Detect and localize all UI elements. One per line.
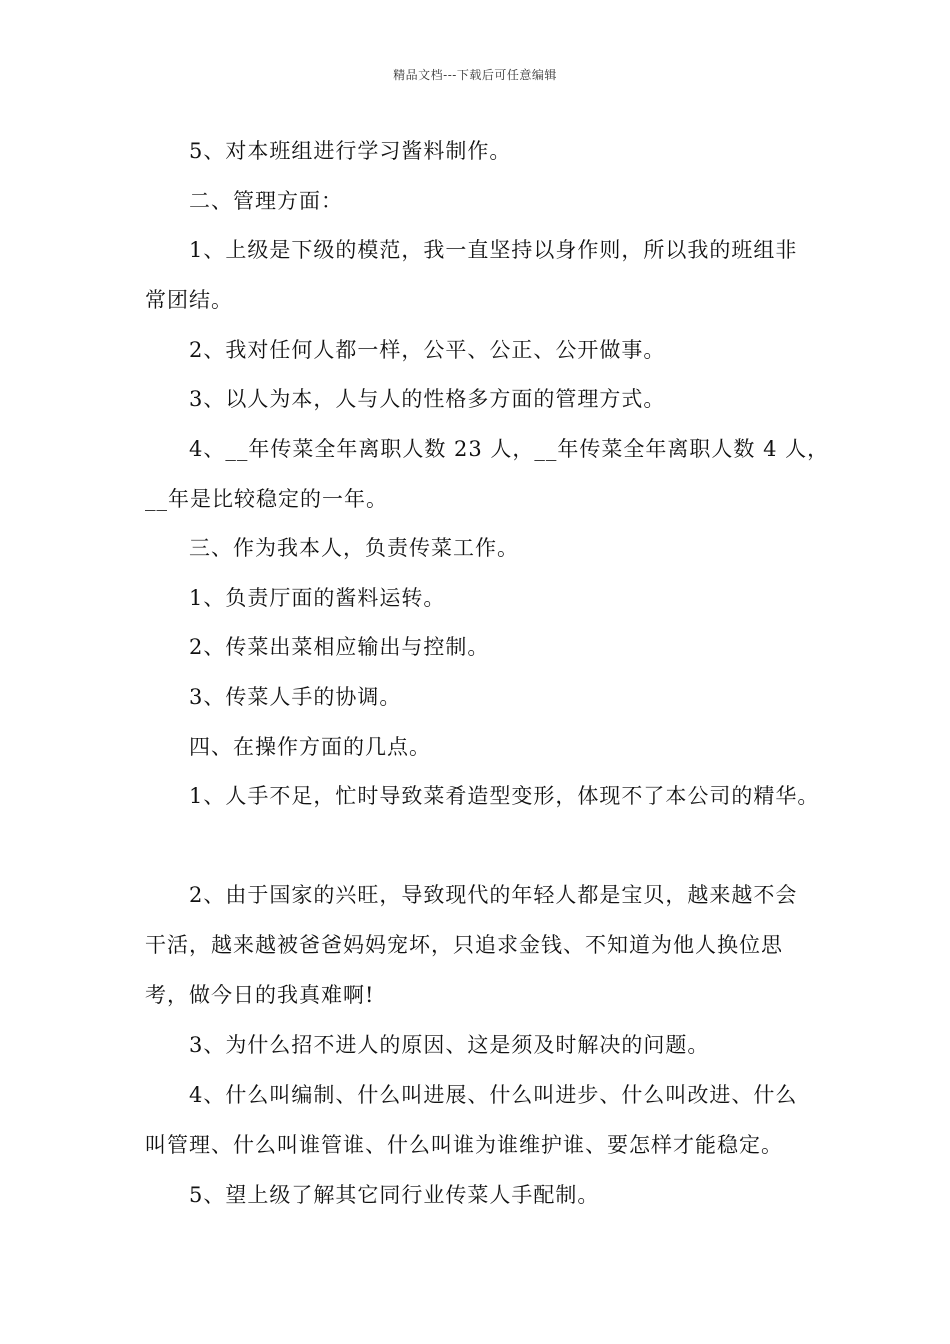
paragraph-line: 5、望上级了解其它同行业传菜人手配制。 [189,1183,600,1207]
paragraph-line: 4、__年传菜全年离职人数 23 人，__年传菜全年离职人数 4 人， [189,437,830,461]
paragraph-line: 1、上级是下级的模范，我一直坚持以身作则，所以我的班组非 [189,238,798,262]
paragraph-line: __年是比较稳定的一年。 [145,487,388,511]
section-heading: 三、作为我本人，负责传菜工作。 [189,536,519,560]
paragraph-line: 3、以人为本，人与人的性格多方面的管理方式。 [189,387,666,411]
paragraph-line: 1、负责厅面的酱料运转。 [189,586,446,610]
paragraph-line: 1、人手不足，忙时导致菜肴造型变形，体现不了本公司的精华。 [189,784,820,808]
paragraph-line: 叫管理、什么叫谁管谁、什么叫谁为谁维护谁、要怎样才能稳定。 [145,1133,783,1157]
section-heading: 二、管理方面： [189,189,343,213]
paragraph-line: 3、传菜人手的协调。 [189,685,402,709]
paragraph-line: 2、我对任何人都一样，公平、公正、公开做事。 [189,338,666,362]
paragraph-line: 考，做今日的我真难啊! [145,983,375,1007]
paragraph-line: 2、由于国家的兴旺，导致现代的年轻人都是宝贝，越来越不会 [189,883,798,907]
page-header: 精品文档---下载后可任意编辑 [393,68,557,82]
paragraph-line: 常团结。 [145,288,233,312]
paragraph-line: 3、为什么招不进人的原因、这是须及时解决的问题。 [189,1033,710,1057]
paragraph-line: 4、什么叫编制、什么叫进展、什么叫进步、什么叫改进、什么 [189,1083,798,1107]
section-heading: 四、在操作方面的几点。 [189,735,431,759]
paragraph-line: 干活，越来越被爸爸妈妈宠坏，只追求金钱、不知道为他人换位思 [145,933,783,957]
paragraph-line: 5、对本班组进行学习酱料制作。 [189,139,512,163]
paragraph-line: 2、传菜出菜相应输出与控制。 [189,635,490,659]
